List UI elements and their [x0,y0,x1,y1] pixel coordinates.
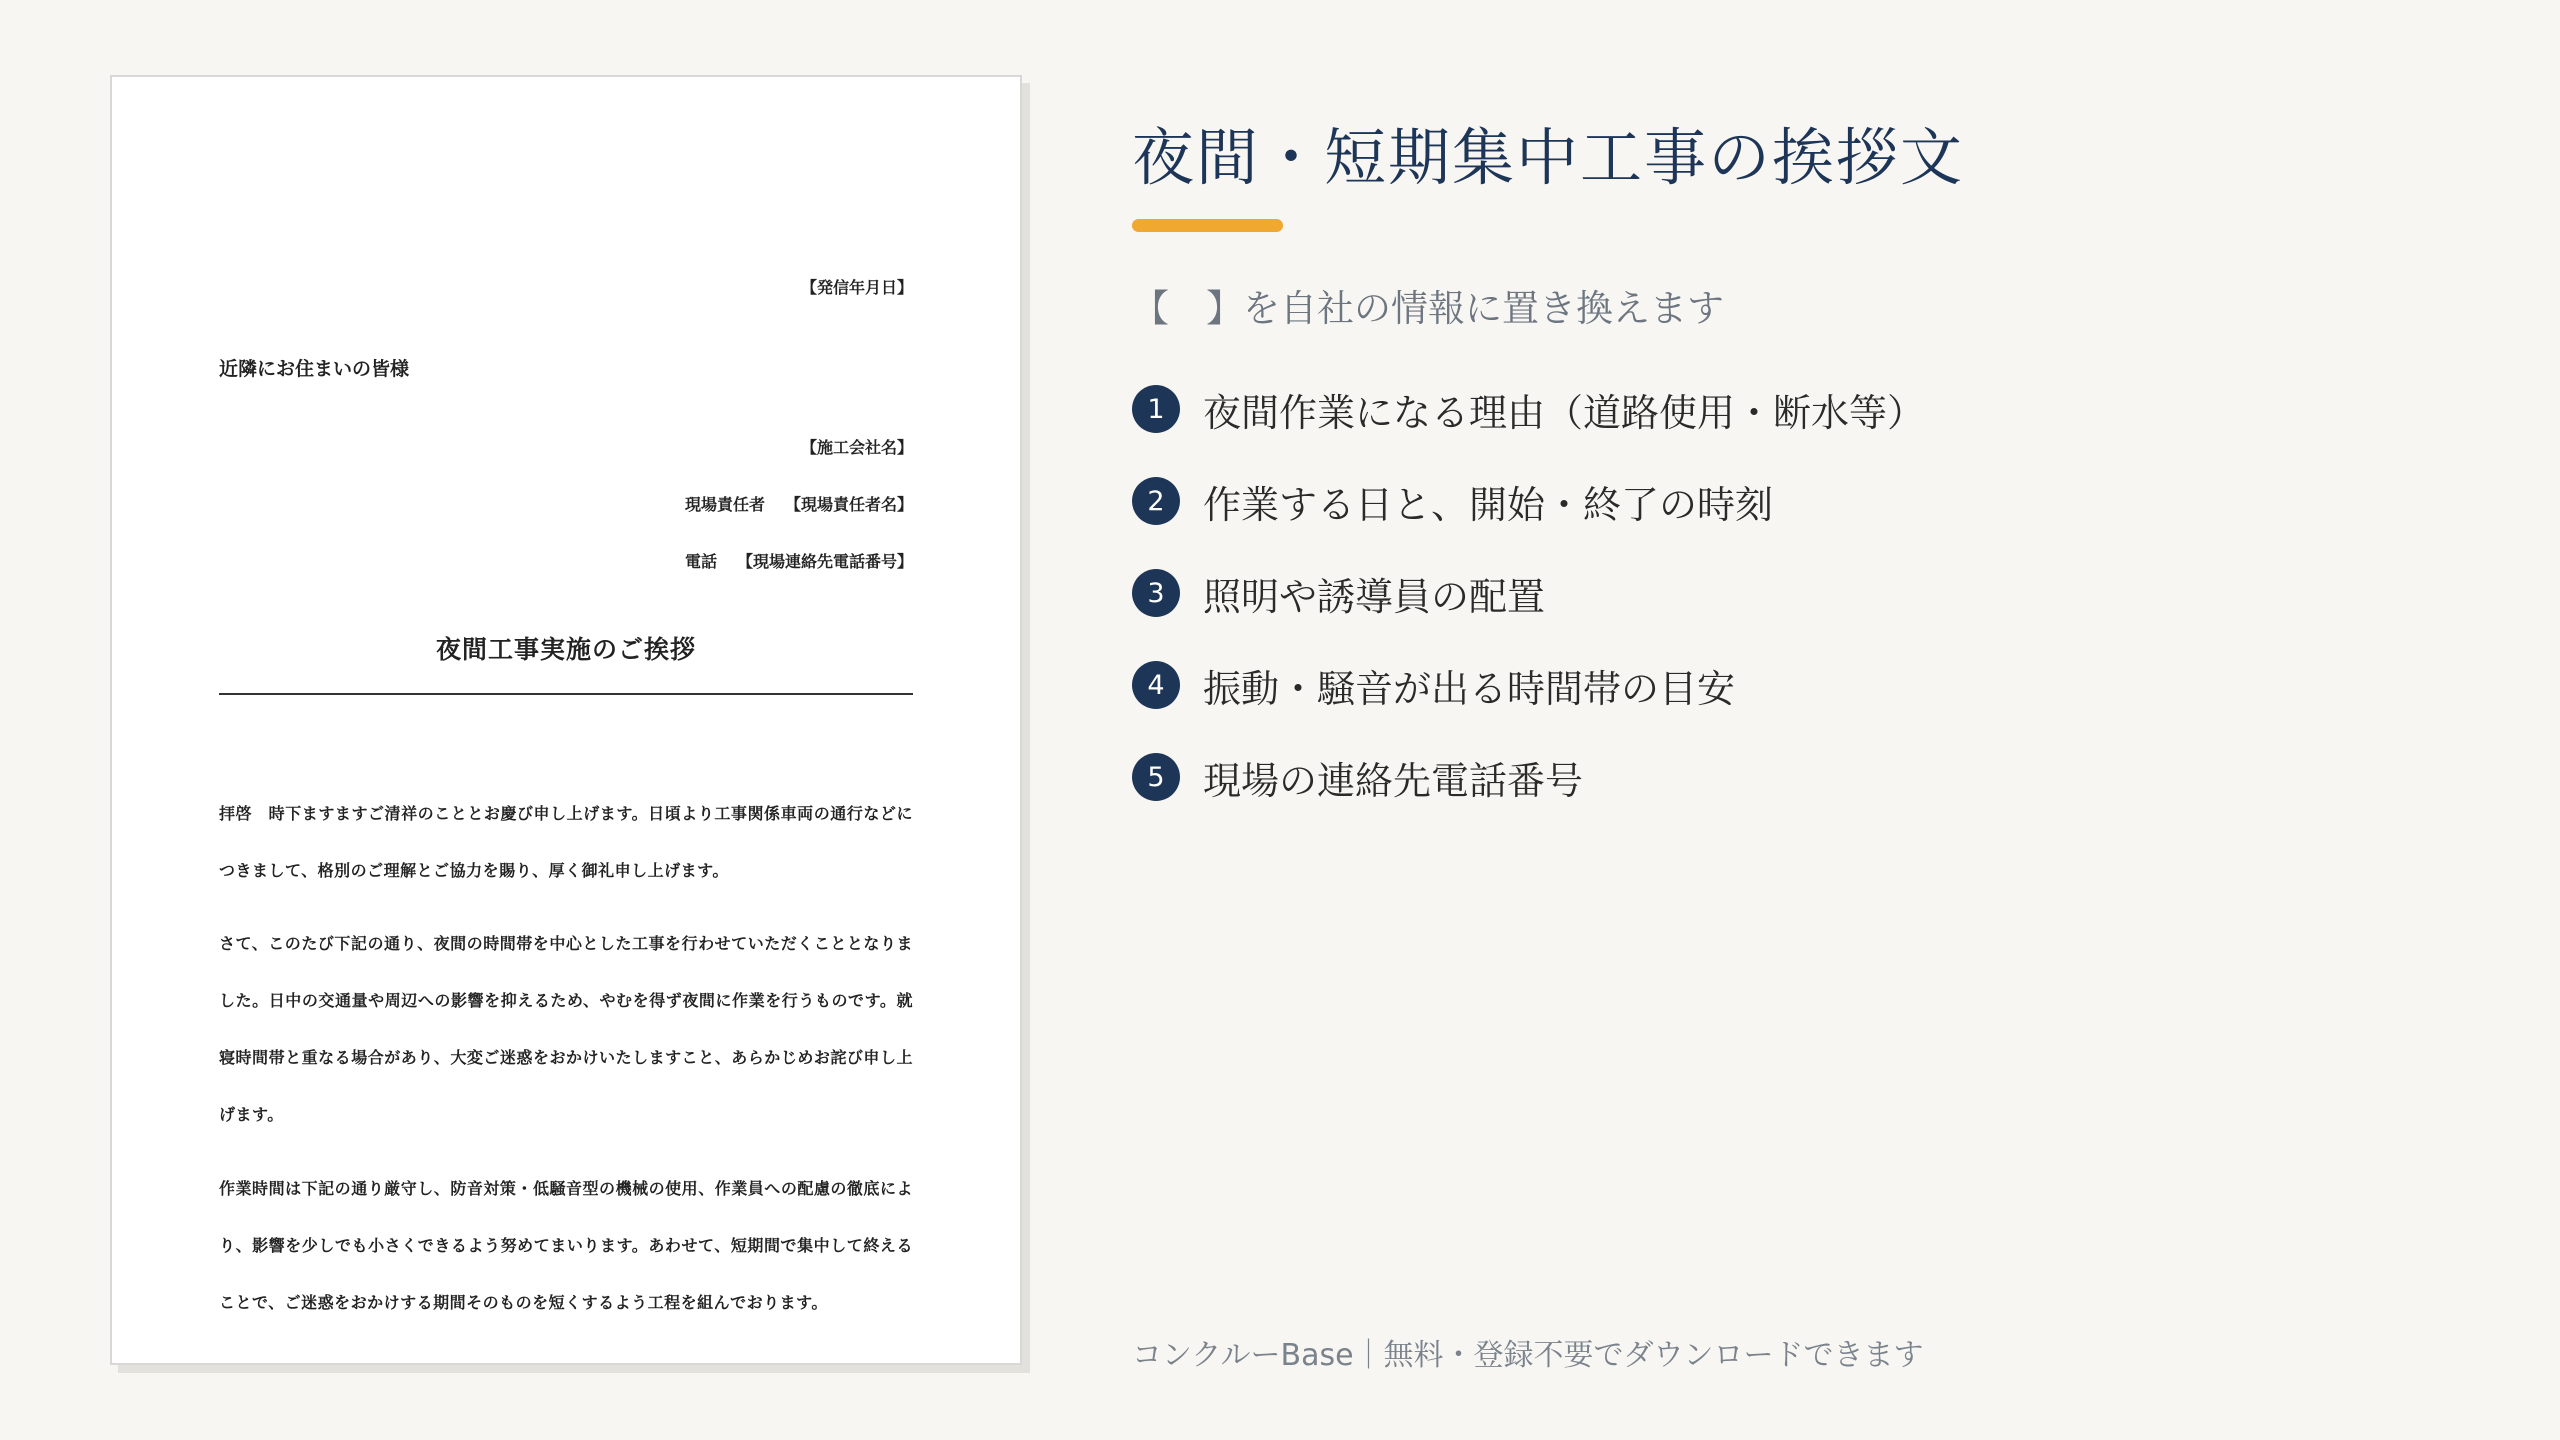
number-badge: 4 [1132,661,1180,709]
title-accent-bar [1132,219,1283,232]
subtitle: 【 】を自社の情報に置き換えます [1132,287,1724,330]
list-item-label: 作業する日と、開始・終了の時刻 [1203,482,1774,527]
issue-date: 【発信年月日】 [800,278,913,297]
list-item [1132,746,1583,808]
body-paragraph-2: さて、このたび下記の通り、夜間の時間帯を中心とした工事を行わせていただくこととなりました。日中の交通量や周辺への影響を抑えるため、やむを得ず夜間に作業を行うものです。就寝時間帯と重なる場合があり、大変ご迷惑をおかけいたしますこと、あらかじめお詫び申し上げます。 [219,934,913,1124]
number-badge: 3 [1132,569,1180,617]
document-preview [110,75,1022,1365]
site-manager-line [685,492,913,515]
number-badge: 1 [1132,385,1180,433]
page-title: 夜間・短期集中工事の挨拶文 [1132,121,1965,194]
body-paragraph-3: 作業時間は下記の通り厳守し、防音対策・低騒音型の機械の使用、作業員への配慮の徹底により、影響を少しでも小さくできるよう努めてまいります。あわせて、短期間で集中して終えることで、ご迷惑をおかけする期間そのものを短くするよう工程を組んでおります。 [219,1179,913,1312]
list-item [1132,470,1773,532]
phone-value: 【現場連絡先電話番号】 [736,552,913,571]
number-badge: 5 [1132,753,1180,801]
list-item-label: 夜間作業になる理由（道路使用・断水等） [1203,390,1926,435]
phone-line [685,549,913,572]
title-divider [219,693,913,695]
number-badge: 2 [1132,477,1180,525]
document-body [219,77,913,1363]
document-title: 夜間工事実施のご挨拶 [435,635,696,664]
list-item-label: 振動・騒音が出る時間帯の目安 [1203,666,1736,711]
company-name: 【施工会社名】 [800,438,913,457]
list-item [1132,378,1925,440]
list-item [1132,654,1735,716]
phone-label: 電話 [684,552,717,571]
list-item [1132,562,1545,624]
body-paragraph-1: 拝啓 時下ますますご清祥のこととお慶び申し上げます。日頃より工事関係車両の通行などにつきまして、格別のご理解とご協力を賜り、厚く御礼申し上げます。 [219,804,913,880]
list-item-label: 現場の連絡先電話番号 [1203,758,1584,803]
footer-note: コンクルーBase｜無料・登録不要でダウンロードできます [1132,1338,1924,1373]
site-manager-label: 現場責任者 [684,495,765,514]
site-manager-value: 【現場責任者名】 [784,495,913,514]
addressee: 近隣にお住まいの皆様 [219,358,410,380]
list-item-label: 照明や誘導員の配置 [1203,574,1546,619]
